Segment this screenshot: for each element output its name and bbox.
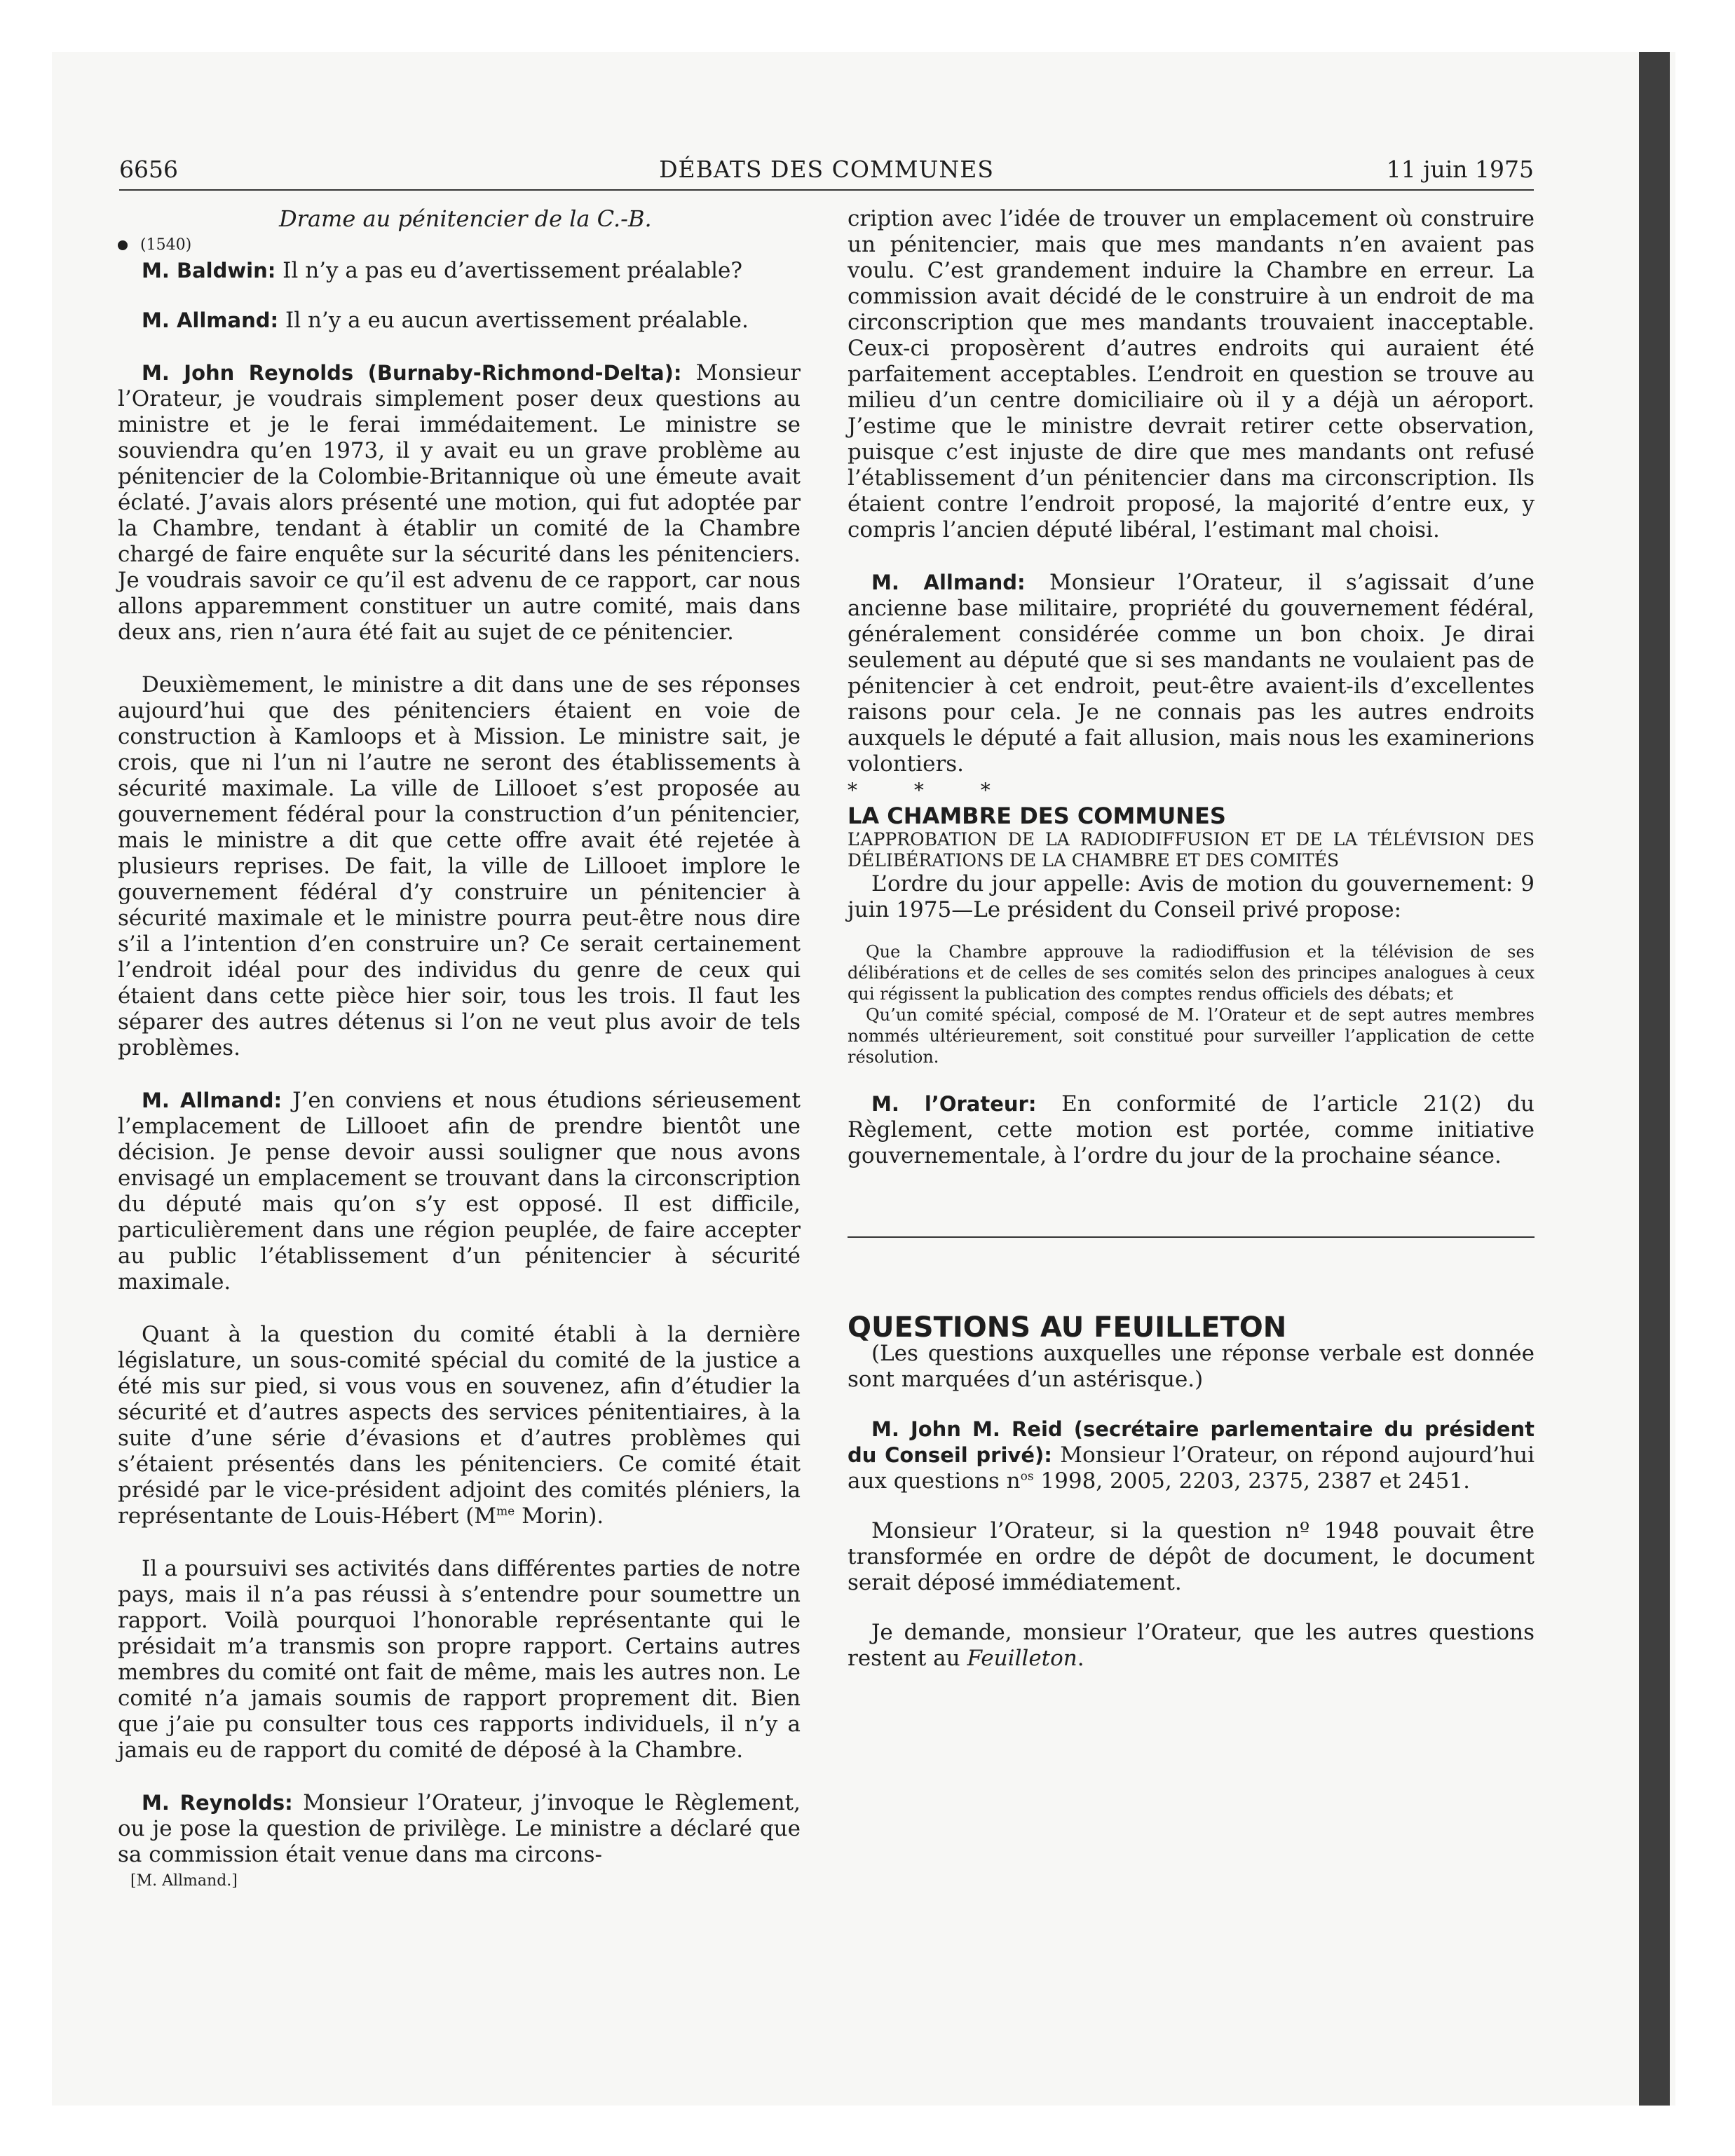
speaker-name: M. John Reynolds (Burnaby-Richmond-Delta): (142, 361, 682, 385)
page-date: 11 juin 1975 (1386, 156, 1534, 183)
paragraph-text: Monsieur l’Orateur, on répond aujourd’hui aux questions n (848, 1442, 1535, 1494)
paragraph-text: En conformité de l’article 21(2) du Règlement, cette motion est portée, comme initiative gouvernementale, à l’ordre du jour de la prochaine séance. (848, 1091, 1535, 1168)
paragraph-text: Monsieur l’Orateur, j’invoque le Règlement, ou je pose la question de privilège. Le ministre a déclaré que sa commission était venue dans ma circons- (118, 1790, 801, 1867)
speaker-name: M. Baldwin: (142, 259, 276, 282)
paragraph-text: Morin). (515, 1503, 604, 1529)
paragraph-text: . (1077, 1646, 1084, 1671)
left-column (118, 206, 801, 1894)
section-heading: QUESTIONS AU FEUILLETON (848, 1311, 1287, 1344)
paragraph-text: Monsieur l’Orateur, je voudrais simplement poser deux questions au ministre et je le ferai immédaitement. Le ministre se souviendra qu’en 1973, il y avait eu un grave problème au pénitencier de la Colombie-Britannique où une émeute avait éclaté. J’avais alors présenté une motion, qui fut adoptée par la Chambre, tendant à établir un comité de la Chambre chargé de faire enquête sur la sécurité dans les pénitenciers. Je voudrais savoir ce qu’il est advenu de ce rapport, car nous allons apparemment constituer un autre comité, mais dans deux ans, rien n’aura été fait au sujet de ce pénitencier. (118, 360, 801, 645)
speaker-name: M. Allmand: (871, 571, 1026, 594)
page-header (119, 156, 1534, 191)
section-subhead: Drame au pénitencier de la C.-B. (279, 205, 652, 232)
speaker-name: M. l’Orateur: (871, 1092, 1037, 1116)
paragraph: Deuxièmement, le ministre a dit dans une de ses réponses aujourd’hui que des pénitenciers étaient en voie de construction à Kamloops et à Mission. Le ministre sait, je crois, que ni l’un ni l’autre ne seront des établissements à sécurité maximale. La ville de Lillooet s’est proposée au gouvernement fédéral pour la construction d’un pénitencier, mais le ministre a dit que cette offre avait été rejetée à plusieurs reprises. De fait, la ville de Lillooet implore le gouvernement fédéral d’y construire un pénitencier à sécurité maximale et le ministre pourra peut-être nous dire s’il a l’intention d’en construire un? Ce serait certainement l’endroit idéal pour des individus du genre de ceux qui étaient dans cette pièce hier soir, tous les trois. Il faut les séparer des autres détenus si l’on ne veut plus avoir de tels problèmes. (118, 672, 801, 1060)
paragraph (118, 258, 801, 284)
paragraph-text: Monsieur l’Orateur, il s’agissait d’une ancienne base militaire, propriété du gouvernement fédéral, généralement considérée comme un bon choix. Je dirai seulement au député que si ses mandants ne voulaient pas de pénitencier à cet endroit, peut-être avaient-ils d’excellentes raisons pour cela. Je ne connais pas les autres endroits auxquels le député a fait allusion, mais nous les examinerions volontiers. (848, 570, 1535, 777)
paragraph (118, 360, 801, 646)
paragraph (118, 308, 801, 334)
speaker-name: M. Allmand: (142, 308, 279, 332)
motion-quote: Que la Chambre approuve la radiodiffusion et la télévision de ses délibérations et de celles de ses comités selon des principes analogues à ceux qui régissent la publication des comptes rendus officiels des débats; et (848, 942, 1535, 1004)
page-number: 6656 (119, 156, 178, 183)
paragraph-text: J’en conviens et nous étudions sérieusement l’emplacement de Lillooet afin de prendre bientôt une décision. Je pense devoir aussi souligner que nous avons envisagé un emplacement se trouvant dans la circonscription du député mais qu’on s’y est opposé. Il est difficile, particulièrement dans une région peuplée, de faire accepter au public l’établissement d’un pénitencier à sécurité maximale. (118, 1088, 801, 1295)
horizontal-rule (848, 1236, 1535, 1238)
italic-text: Feuilleton (967, 1646, 1077, 1671)
section-subtitle: L’APPROBATION DE LA RADIODIFFUSION ET DE LA TÉLÉVISION DES DÉLIBÉRATIONS DE LA CHAMBRE ET DES COMITÉS (848, 829, 1535, 871)
speaker-name: M. John M. Reid (secrétaire parlementaire du président du Conseil privé): (848, 1417, 1535, 1467)
speaker-footnote: [M. Allmand.] (130, 1872, 238, 1890)
paragraph (118, 1790, 801, 1868)
paragraph-text: Quant à la question du comité établi à la dernière législature, un sous-comité spécial du comité de la justice a été mis sur pied, si vous vous en souvenez, afin d’étudier la sécurité et d’autres aspects des services pénitentiaires, à la suite d’une série d’évasions et d’autres problèmes qui s’étaient présentés dans les pénitenciers. Ce comité était présidé par le vice-président adjoint des comités pléniers, la représentante de Louis-Hébert (M (118, 1322, 801, 1529)
speaker-name: M. Reynolds: (142, 1791, 293, 1815)
motion-quote: Qu’un comité spécial, composé de M. l’Orateur et de sept autres membres nommés ultérieurement, soit constitué pour surveiller l’application de cette résolution. (848, 1005, 1535, 1067)
paragraph-text: Je demande, monsieur l’Orateur, que les autres questions restent au (848, 1620, 1535, 1671)
paragraph: (Les questions auxquelles une réponse verbale est donnée sont marquées d’un astérisque.) (848, 1341, 1535, 1392)
scan-edge-bar (1639, 52, 1670, 2106)
paragraph: Monsieur l’Orateur, si la question nº 1948 pouvait être transformée en ordre de dépôt de document, le document serait déposé immédiatement. (848, 1518, 1535, 1595)
right-column (848, 206, 1535, 1672)
publication-title: DÉBATS DES COMMUNES (659, 156, 994, 183)
paragraph (848, 1417, 1535, 1494)
bullet-dot-icon (118, 240, 128, 250)
paragraph: cription avec l’idée de trouver un emplacement où construire un pénitencier, mais que mes mandants n’en avaient pas voulu. C’est grandement induire la Chambre en erreur. La commission avait décidé de le construire à un endroit de ma circonscription que mes mandants trouvaient inacceptable. Ceux-ci proposèrent d’autres endroits qui auraient été parfaitement acceptables. L’endroit en question se trouve au milieu d’un centre domiciliaire où il y a déjà un aéroport. J’estime que le ministre devrait retirer cette observation, puisque c’est injuste de dire que mes mandants ont refusé l’établissement d’un pénitencier dans ma circonscription. Ils étaient contre l’endroit proposé, la majorité d’entre eux, y compris l’ancien député libéral, l’estimant mal choisi. (848, 206, 1535, 543)
paragraph: Il a poursuivi ses activités dans différentes parties de notre pays, mais il n’a pas réussi à s’entendre pour soumettre un rapport. Voilà pourquoi l’honorable représentante qui le présidait m’a transmis son propre rapport. Certains autres membres du comité ont fait de même, mais les autres non. Le comité n’a jamais soumis de rapport proprement dit. Bien que j’aie pu consulter tous ces rapports individuels, il n’y a jamais eu de rapport du comité de déposé à la Chambre. (118, 1556, 801, 1763)
section-title: LA CHAMBRE DES COMMUNES (848, 803, 1226, 829)
time-stamp (118, 232, 801, 258)
section-separator-stars: * * * (848, 779, 1016, 802)
paragraph-text: 1998, 2005, 2203, 2375, 2387 et 2451. (1033, 1468, 1470, 1494)
paragraph-text: Il n’y a pas eu d’avertissement préalable? (275, 258, 742, 283)
paragraph-text: Il n’y a eu aucun avertissement préalable. (278, 308, 749, 333)
paragraph: L’ordre du jour appelle: Avis de motion du gouvernement: 9 juin 1975—Le président du Conseil privé propose: (848, 871, 1535, 922)
speaker-name: M. Allmand: (142, 1089, 283, 1112)
superscript: os (1020, 1469, 1034, 1484)
paragraph (848, 1620, 1535, 1672)
paragraph (848, 570, 1535, 777)
time-stamp-text: (1540) (140, 236, 192, 254)
paragraph (848, 1091, 1535, 1169)
superscript: me (496, 1504, 515, 1519)
paragraph (118, 1322, 801, 1529)
paragraph (118, 1088, 801, 1295)
